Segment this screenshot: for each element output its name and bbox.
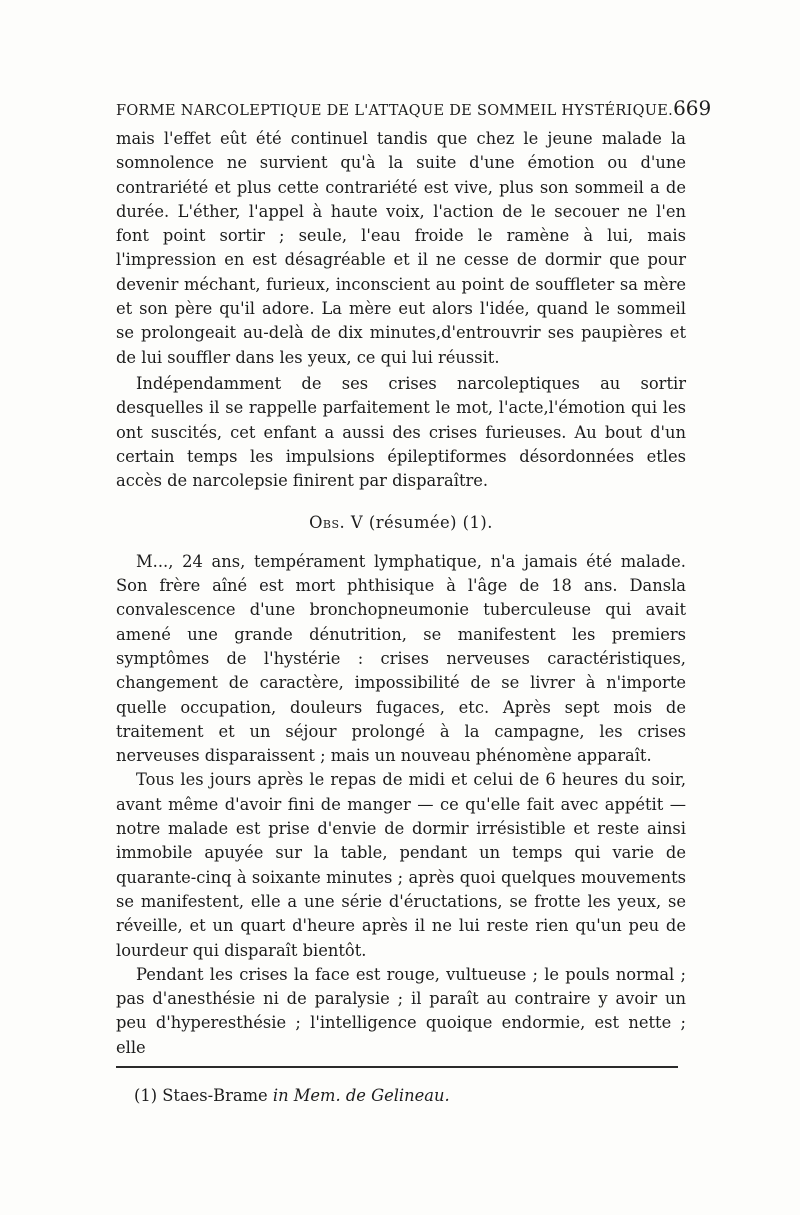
observation-heading bbox=[116, 511, 686, 535]
footnote-marker: (1) bbox=[134, 1086, 158, 1105]
body-text bbox=[116, 127, 686, 1060]
page-number: 669 bbox=[673, 96, 712, 120]
running-header bbox=[116, 96, 712, 124]
paragraph-crisis-symptoms: Pendant les crises la face est rouge, vultueuse ; le pouls normal ; pas d'anesthésie ni de paralysie ; il paraît au contraire y avoir un peu d'hyperesthésie ; l'intelligence quoique endormie, est nette ; elle bbox=[116, 964, 686, 1057]
paragraph-case-history: M..., 24 ans, tempérament lymphatique, n'a jamais été malade. Son frère aîné est mort phthisique à l'âge de 18 ans. Dansla convalescence d'une bronchopneumonie tuberculeuse qui avait amené une grande dénutrition, se manifestent les premiers symptômes de l'hystérie : crises nerveuses caractéristiques, changement de caractère, impossibilité de se livrer à n'importe quelle occupation, douleurs fugaces, etc. Après sept mois de traitement et un séjour prolongé à la campagne, les crises nerveuses disparaissent ; mais un nouveau phénomène apparaît. bbox=[116, 551, 686, 766]
paragraph-crises-furieuses: Indépendamment de ses crises narcoleptiques au sortir desquelles il se rappelle parfaitement le mot, l'acte,l'émotion qui les ont suscités, cet enfant a aussi des crises furieuses. Au bout d'un certain temps les impulsions épileptiformes désordonnées etles accès de narcolepsie finirent par disparaître. bbox=[116, 373, 686, 491]
observation-title: V (résumée) (1). bbox=[350, 513, 493, 533]
paragraph-daily-episodes: Tous les jours après le repas de midi et celui de 6 heures du soir, avant même d'avoir fini de manger — ce qu'elle fait avec appétit — notre malade est prise d'envie de dormir irrésistible et reste ainsi immobile apuyée sur la table, pendant un temps qui varie de quarante-cinq à soixante minutes ; après quoi quelques mouvements se manifestent, elle a une série d'éructations, se frotte les yeux, se réveille, et un quart d'heure après il ne lui reste rien qu'un peu de lourdeur qui disparaît bientôt. bbox=[116, 770, 686, 960]
running-header-title: FORME NARCOLEPTIQUE DE L'ATTAQUE DE SOMMEIL HYSTÉRIQUE. bbox=[116, 103, 674, 119]
observation-label: Obs. bbox=[309, 513, 346, 533]
paragraph-continuation: mais l'effet eût été continuel tandis que chez le jeune malade la somnolence ne survient qu'à la suite d'une émotion ou d'une contrariété et plus cette contrariété est vive, plus son sommeil a de durée. L'éther, l'appel à haute voix, l'action de le secouer ne l'en font point sortir ; seule, l'eau froide le ramène à lui, mais l'impression en est désagréable et il ne cesse de dormir que pour devenir méchant, furieux, inconscient au point de souffleter sa mère et son père qu'il adore. La mère eut alors l'idée, quand le sommeil se prolongeait au-delà de dix minutes,d'entrouvrir ses paupières et de lui souffler dans les yeux, ce qui lui réussit. bbox=[116, 129, 686, 367]
footnote bbox=[134, 1084, 450, 1108]
footnote-divider bbox=[116, 1066, 678, 1068]
footnote-source: in Mem. de Gelineau. bbox=[272, 1086, 450, 1105]
footnote-author: Staes-Brame bbox=[162, 1086, 268, 1105]
